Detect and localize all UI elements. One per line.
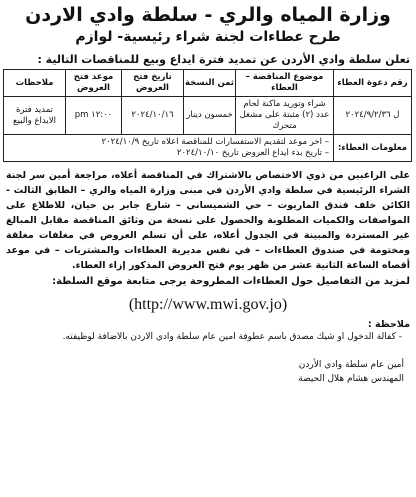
info-line: – اخر موعد لتقديم الاستفسارات للمناقصة اعلاه تاريخ ٢٠٢٤/١٠/٩ [101, 137, 329, 147]
header-opening-time: موعد فتح العروض [66, 70, 122, 97]
signature-block [0, 358, 404, 386]
cell-opening-date: ٢٠٢٤/١٠/١٦ [122, 97, 184, 135]
note-item: - كفالة الدخول او شيك مصدق باسم عطوفة امين عام سلطة وادي الاردن بالاضافة لوظيفته. [62, 332, 402, 342]
notes-title: ملاحظة : [367, 319, 410, 330]
info-cell [4, 135, 334, 162]
cell-copy-price: خمسون دينار [184, 97, 236, 135]
header-notes: ملاحظات [4, 70, 66, 97]
signature-title: أمين عام سلطة وادي الأردن [298, 360, 404, 370]
instructions-paragraph: على الراغبين من ذوي الاختصاص بالاشتراك في المناقصة أعلاه، مراجعة أمين سر لجنة الشراء الرئيسية في سلطة وادي الأردن في مبنى وزارة المياه والري – الطابق الثالث - الكائن خلف فندق الماريوت – حي الشميساني – شارع جابر بن حيان، للاطلاع على المواصفات والكميات المطلوبة والحصول على نسخة من وثائق المناقصة مقابل المبالغ غير المستردة والمبينة في الجدول أعلاه، على أن تسلم العروض في مغلفات مغلقة ومختومة في صندوق العطاءات – في نفس مديرية العطاءات والمشتريات – في موعد أقصاه الساعة الثانية عشر من ظهر يوم فتح العروض المذكور إزاء العطاء. [6, 170, 410, 271]
header-copy-price: ثمن النسخة [184, 70, 236, 97]
header-opening-date: تاريخ فتح العروض [122, 70, 184, 97]
intro-line: تعلن سلطة وادي الأردن عن تمديد فترة ايداع وبيع للمناقصات التالية : [37, 53, 410, 66]
header-tender-number: رقم دعوة العطاء [334, 70, 412, 97]
info-line: – تاريخ بدء ايداع العروض تاريخ ٢٠٢٤/١٠/١٠ [176, 148, 329, 158]
header-tender-subject: موضوع المناقصة – العطاء [236, 70, 334, 97]
cell-opening-time: ١٢:٠٠ pm [66, 97, 122, 135]
website-link[interactable]: (http://www.mwi.gov.jo) [128, 296, 288, 313]
table-row [4, 97, 412, 135]
info-label: معلومات العطاء: [334, 135, 412, 162]
more-info-line: لمزيد من التفاصيل حول العطاءات المطروحة يرجى متابعة موقع السلطة: [52, 276, 410, 287]
cell-notes: تمديد فترة الايداع والبيع [4, 97, 66, 135]
info-row [4, 135, 412, 162]
announcement-subtitle: طرح عطاءات لجنة شراء رئيسية- لوازم [75, 29, 341, 45]
cell-tender-number: ل ٢٠٢٤/٩/٢/٣٦ [334, 97, 412, 135]
cell-tender-subject: شراء وتوريد ماكنة لحام عدد (٢) مثبتة على مشغل متحرك [236, 97, 334, 135]
tender-announcement [0, 4, 416, 497]
tender-table [3, 69, 412, 162]
signature-name: المهندس هشام هلال الحيصة [298, 374, 404, 384]
table-header-row [4, 70, 412, 97]
ministry-title: وزارة المياه والري - سلطة وادي الاردن [25, 4, 391, 26]
